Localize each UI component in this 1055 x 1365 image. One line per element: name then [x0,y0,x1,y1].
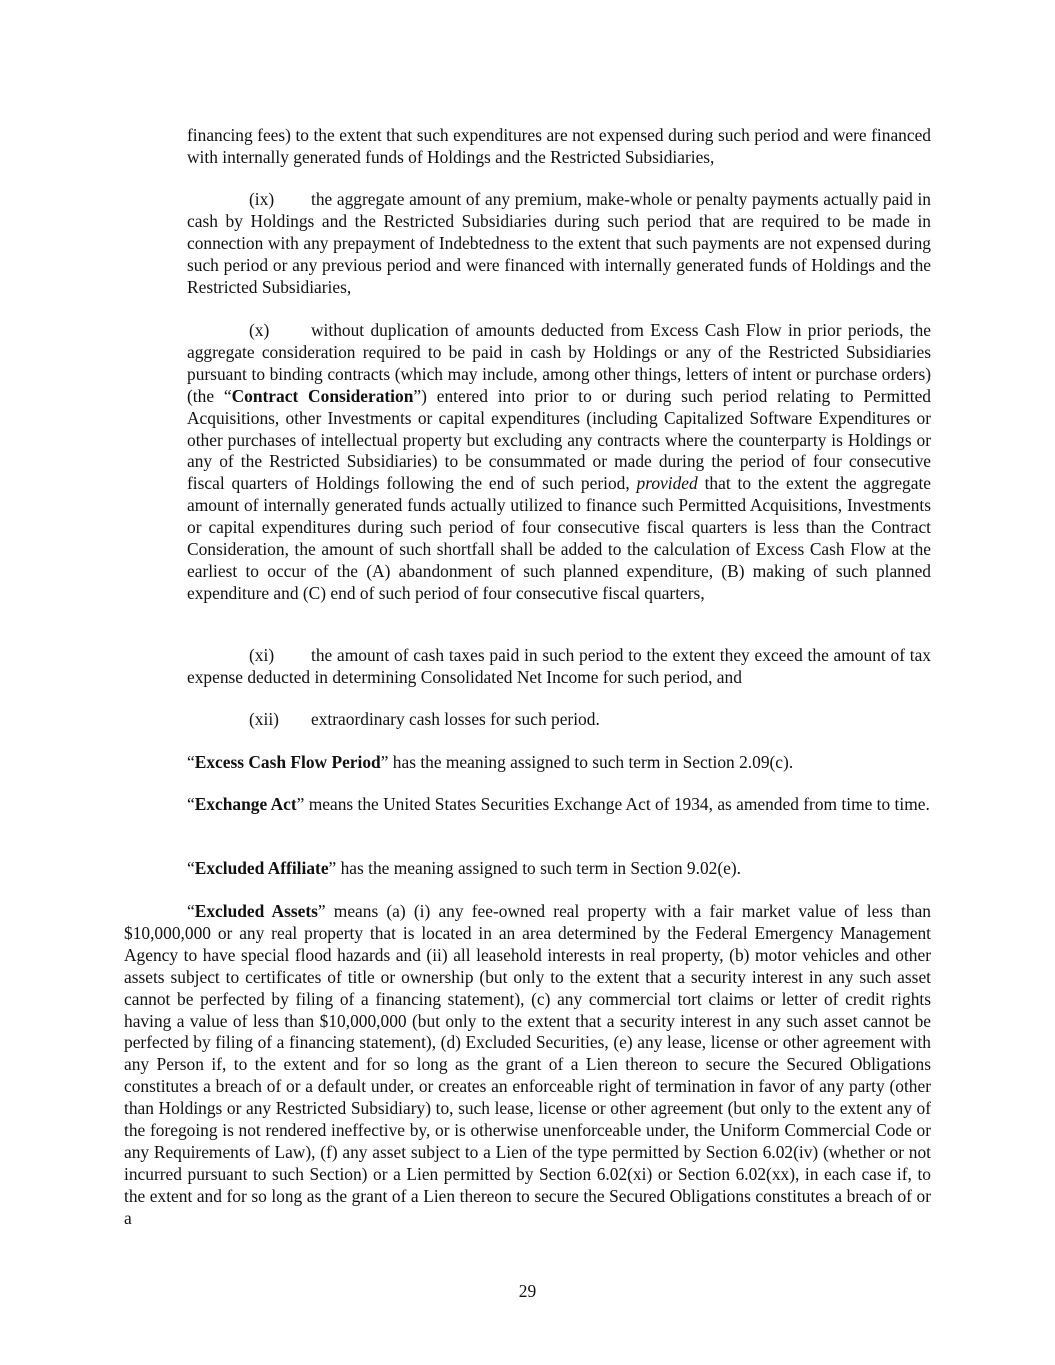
clause-x-number: (x) [249,320,270,340]
provided-proviso: provided [636,473,698,494]
page-number: 29 [518,1281,537,1301]
continuation-text: financing fees) to the extent that such expenditures are not expensed during such period and were financed with internally generated funds of Holdings and the Restricted Subsidiaries, [187,125,931,167]
open-quote: “ [187,752,195,772]
clause-xii-number: (xii) [249,709,279,729]
definition-excluded-affiliate [124,858,931,880]
definition-term: Exchange Act [194,794,297,814]
clause-x-text-3: that to the extent the aggregate amount of internally generated funds actually utilized to finance such Permitted Acquisitions, Investments or capital expenditures during such period of four consecutive fiscal quarters is less than the Contract Consideration, the amount of such shortfall shall be added to the calculation of Excess Cash Flow at the earliest to occur of the (A) abandonment of such planned expenditure, (B) making of such planned expenditure and (C) end of such period of four consecutive fiscal quarters, [187,473,931,603]
clause-xii [187,709,931,731]
clause-ix-text: the aggregate amount of any premium, make-whole or penalty payments actually paid in cash by Holdings and the Restricted Subsidiaries during such period that are required to be made in connection with any prepayment of Indebtedness to the extent that such payments are not expensed during such period or any previous period and were financed with internally generated funds of Holdings and the Restricted Subsidiaries, [187,189,931,297]
contract-consideration-term: Contract Consideration [231,385,414,406]
clause-x [187,320,931,605]
open-quote: “ [187,858,195,878]
definition-text: ” means the United States Securities Exchange Act of 1934, as amended from time to time. [296,794,930,814]
definition-excluded-assets [124,901,931,1230]
open-quote: “ [187,901,195,921]
definition-excess-cash-flow-period [124,752,931,774]
definition-exchange-act [124,794,931,816]
definition-text: ” has the meaning assigned to such term in Section 9.02(e). [328,858,741,878]
clause-xii-text: extraordinary cash losses for such period. [311,709,600,729]
clause-x-text-1: without duplication of amounts deducted from Excess Cash Flow in prior periods, the aggregate consideration required to be paid in cash by Holdings or any of the Restricted Subsidiaries pursuant to binding contracts (which may include, among other things, letters of intent or purchase orders) (the “ [187,320,931,406]
clause-xi [187,645,931,689]
clause-x-text-2: ”) entered into prior to or during such period relating to Permitted Acquisitions, other Investments or capital expenditures (including Capitalized Software Expenditures or other purchases of intellectual property but excluding any contracts where the counterparty is Holdings or any of the Restricted Subsidiaries) to be consummated or made during the period of four consecutive fiscal quarters of Holdings following the end of such period, [187,385,931,494]
definition-term: Excess Cash Flow Period [194,752,381,772]
definition-term: Excluded Assets [194,901,318,921]
clause-xi-text: the amount of cash taxes paid in such period to the extent they exceed the amount of tax expense deducted in determining Consolidated Net Income for such period, and [187,645,931,687]
clause-xi-number: (xi) [249,645,275,665]
definition-text: ” has the meaning assigned to such term in Section 2.09(c). [380,752,794,772]
open-quote: “ [187,794,195,814]
clause-ix-number: (ix) [249,189,275,209]
continuation-paragraph [187,125,931,169]
clause-ix [187,189,931,299]
definition-text: ” means (a) (i) any fee-owned real property with a fair market value of less than $10,000,000 or any real property that is located in an area determined by the Federal Emergency Management Agency to have special flood hazards and (ii) all leasehold interests in real property, (b) motor vehicles and other assets subject to certificates of title or ownership (but only to the extent that a security interest in any such asset cannot be perfected by filing of a financing statement), (c) any commercial tort claims or letter of credit rights having a value of less than $10,000,000 (but only to the extent that a security interest in any such asset cannot be perfected by filing of a financing statement), (d) Excluded Securities, (e) any lease, license or other agreement with any Person if, to the extent and for so long as the grant of a Lien thereon to secure the Secured Obligations constitutes a breach of or a default under, or creates an enforceable right of termination in favor of any party (other than Holdings or any Restricted Subsidiary) to, such lease, license or other agreement (but only to the extent any of the foregoing is not rendered ineffective by, or is otherwise unenforceable under, the Uniform Commercial Code or any Requirements of Law), (f) any asset subject to a Lien of the type permitted by Section 6.02(iv) (whether or not incurred pursuant to such Section) or a Lien permitted by Section 6.02(xi) or Section 6.02(xx), in each case if, to the extent and for so long as the grant of a Lien thereon to secure the Secured Obligations constitutes a breach of or a [124,901,931,1228]
definition-term: Excluded Affiliate [194,858,329,878]
